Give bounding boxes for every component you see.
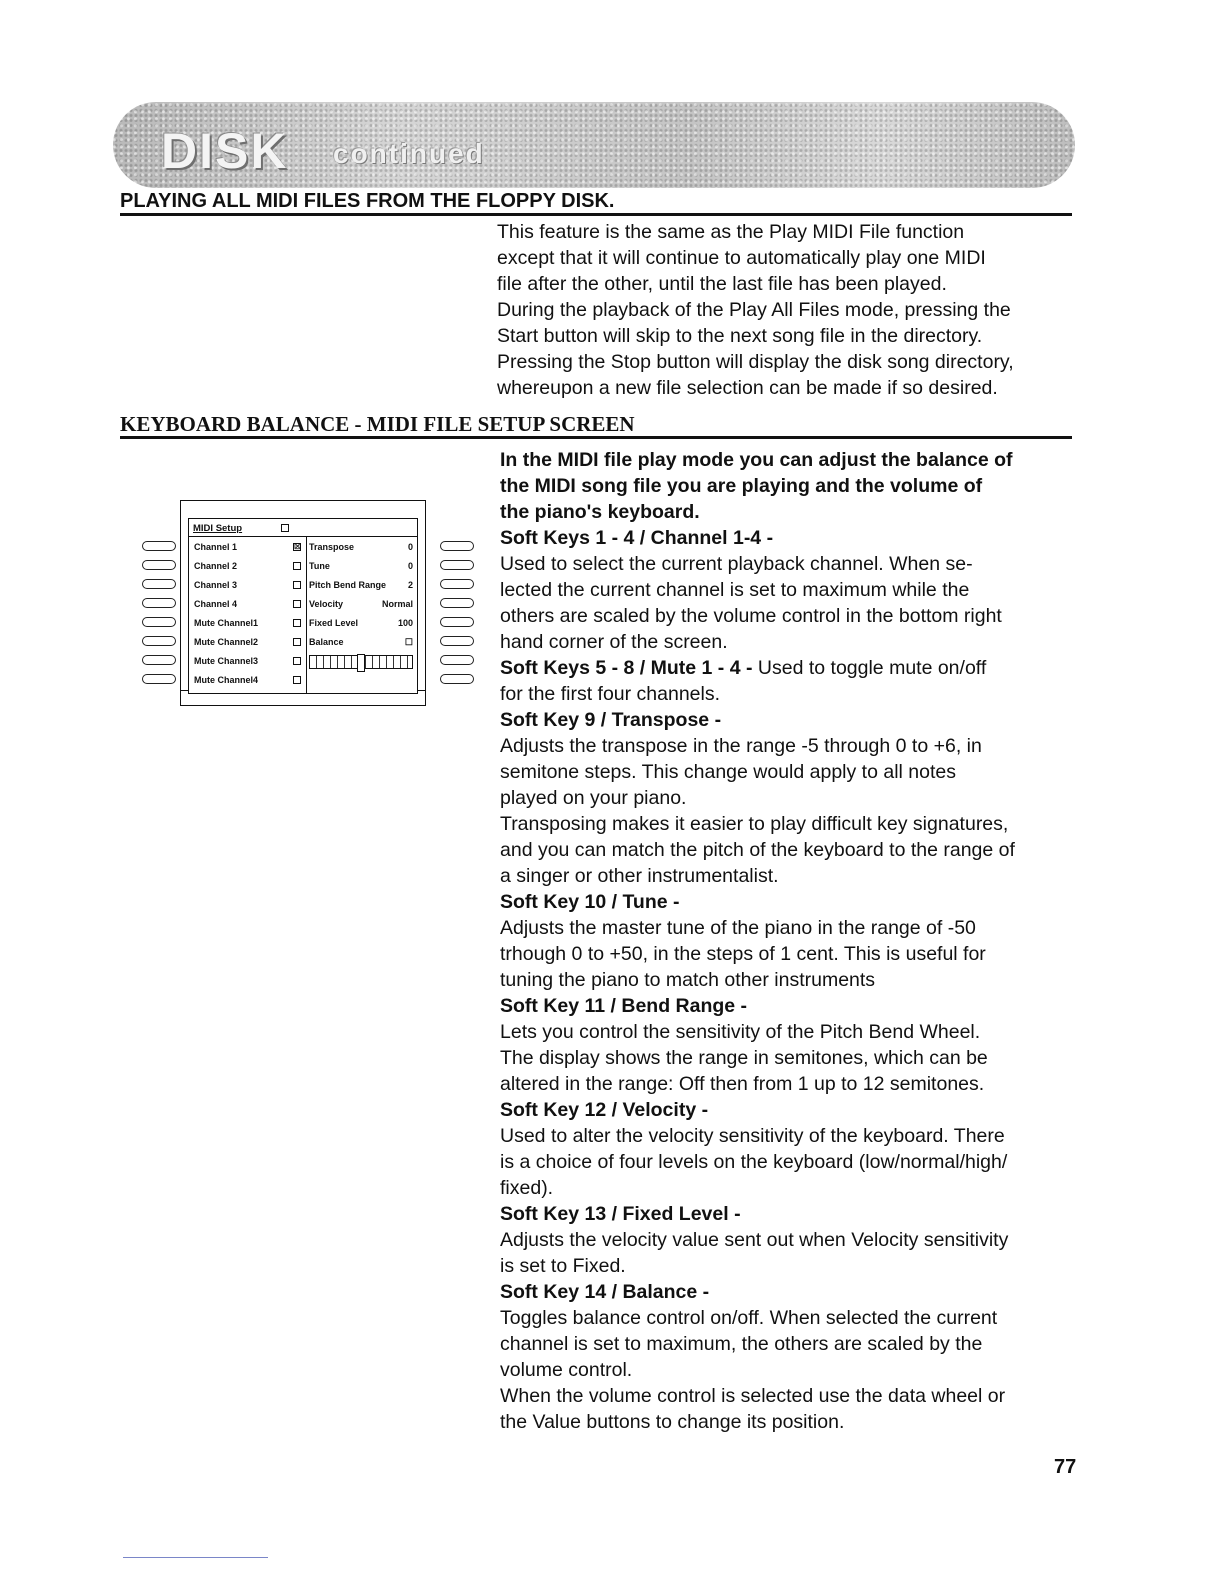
- text-line: hand corner of the screen.: [500, 631, 728, 653]
- text-line: tuning the piano to match other instruments: [500, 969, 876, 991]
- tune-label[interactable]: Tune: [309, 561, 330, 571]
- soft-key-10-heading: Soft Key 10 / Tune -: [500, 891, 680, 913]
- soft-key-14[interactable]: [440, 636, 474, 646]
- intro-line: the MIDI song file you are playing and the volume of: [500, 475, 983, 497]
- text-line: Adjusts the master tune of the piano in the range of -50: [500, 917, 976, 939]
- text-line: Toggles balance control on/off. When selected the current: [500, 1307, 998, 1329]
- soft-key-4[interactable]: [142, 598, 176, 608]
- soft-key-13-heading: Soft Key 13 / Fixed Level -: [500, 1203, 741, 1225]
- fixed-level-value: 100: [397, 618, 413, 628]
- channel-1-label[interactable]: Channel 1: [194, 542, 238, 552]
- screen-row: [189, 614, 417, 633]
- screen-title: MIDI Setup: [193, 523, 243, 534]
- checkbox-icon: [293, 619, 301, 627]
- text-line: fixed).: [500, 1177, 554, 1199]
- text-line: When the volume control is selected use the data wheel or: [500, 1385, 1006, 1407]
- text-line: Pressing the Stop button will display the disk song directory,: [497, 351, 1014, 373]
- soft-key-12-heading: Soft Key 12 / Velocity -: [500, 1099, 709, 1121]
- text-line: The display shows the range in semitones, which can be: [500, 1047, 988, 1069]
- text-line: Used to select the current playback channel. When se-: [500, 553, 973, 575]
- intro-line: the piano's keyboard.: [500, 501, 700, 523]
- screen-row: [189, 576, 417, 595]
- soft-keys-1-4-heading: Soft Keys 1 - 4 / Channel 1-4 -: [500, 527, 774, 549]
- soft-key-11[interactable]: [440, 579, 474, 589]
- soft-key-9-heading: Soft Key 9 / Transpose -: [500, 709, 722, 731]
- soft-keys-5-8-text: Used to toggle mute on/off: [752, 657, 987, 679]
- transpose-label[interactable]: Transpose: [309, 542, 355, 552]
- soft-key-15[interactable]: [440, 655, 474, 665]
- footer-rule: [123, 1557, 268, 1558]
- banner-title: DISK: [161, 123, 289, 179]
- text-line: channel is set to maximum, the others are scaled by the: [500, 1333, 983, 1355]
- text-line: whereupon a new file selection can be made if so desired.: [497, 377, 998, 399]
- text-line: is set to Fixed.: [500, 1255, 626, 1277]
- velocity-label[interactable]: Velocity: [309, 599, 344, 609]
- text-line: played on your piano.: [500, 787, 687, 809]
- text-line: semitone steps. This change would apply to all notes: [500, 761, 956, 783]
- text-line: trhough 0 to +50, in the steps of 1 cent. This is useful for: [500, 943, 986, 965]
- tune-value: 0: [407, 561, 413, 571]
- soft-key-11-heading: Soft Key 11 / Bend Range -: [500, 995, 748, 1017]
- channel-2-label[interactable]: Channel 2: [194, 561, 238, 571]
- soft-key-8[interactable]: [142, 674, 176, 684]
- text-line: and you can match the pitch of the keyboard to the range of: [500, 839, 1015, 861]
- checkbox-icon: ☒: [294, 542, 302, 551]
- text-line: lected the current channel is set to maximum while the: [500, 579, 970, 601]
- soft-key-13[interactable]: [440, 617, 474, 627]
- balance-slider[interactable]: [309, 655, 413, 669]
- screen-row: [189, 652, 417, 671]
- channel-4-label[interactable]: Channel 4: [194, 599, 238, 609]
- mute-channel-3-label[interactable]: Mute Channel3: [194, 656, 259, 666]
- soft-key-5[interactable]: [142, 617, 176, 627]
- text-line: Adjusts the velocity value sent out when Velocity sensitivity: [500, 1229, 1009, 1251]
- section-heading-play-all: PLAYING ALL MIDI FILES FROM THE FLOPPY DISK.: [120, 190, 1072, 216]
- transpose-value: 0: [407, 542, 413, 552]
- text-line: Used to alter the velocity sensitivity of the keyboard. There: [500, 1125, 1005, 1147]
- banner-subtitle: continued: [333, 138, 485, 169]
- checkbox-icon: [293, 657, 301, 665]
- text-line: file after the other, until the last file has been played.: [497, 273, 947, 295]
- mute-channel-1-label[interactable]: Mute Channel1: [194, 618, 259, 628]
- intro-line: In the MIDI file play mode you can adjust the balance of: [500, 449, 1013, 471]
- soft-keys-5-8-line: [500, 655, 1090, 681]
- slider-knob[interactable]: [357, 654, 365, 672]
- checkbox-icon: [293, 562, 301, 570]
- text-line: volume control.: [500, 1359, 633, 1381]
- screen-row: [189, 538, 417, 557]
- text-line: Lets you control the sensitivity of the Pitch Bend Wheel.: [500, 1021, 981, 1043]
- text-line: is a choice of four levels on the keyboard (low/normal/high/: [500, 1151, 1008, 1173]
- text-line: for the first four channels.: [500, 683, 721, 705]
- soft-key-14-heading: Soft Key 14 / Balance -: [500, 1281, 710, 1303]
- text-line: This feature is the same as the Play MIDI File function: [497, 221, 965, 243]
- soft-key-3[interactable]: [142, 579, 176, 589]
- soft-key-16[interactable]: [440, 674, 474, 684]
- text-line: Start button will skip to the next song file in the directory.: [497, 325, 983, 347]
- keyboard-balance-description: [500, 447, 1090, 1435]
- text-line: During the playback of the Play All Files mode, pressing the: [497, 299, 1011, 321]
- checkbox-icon: [293, 581, 301, 589]
- fixed-level-label[interactable]: Fixed Level: [309, 618, 359, 628]
- checkbox-icon: [293, 676, 301, 684]
- soft-key-6[interactable]: [142, 636, 176, 646]
- soft-key-10[interactable]: [440, 560, 474, 570]
- text-line: others are scaled by the volume control in the bottom right: [500, 605, 1002, 627]
- mute-channel-2-label[interactable]: Mute Channel2: [194, 637, 259, 647]
- text-line: a singer or other instrumentalist.: [500, 865, 779, 887]
- page-number: 77: [1054, 1456, 1077, 1478]
- text-line: Adjusts the transpose in the range -5 through 0 to +6, in: [500, 735, 982, 757]
- screen-row: [189, 633, 417, 652]
- soft-keys-5-8-heading: Soft Keys 5 - 8 / Mute 1 - 4 -: [500, 657, 753, 679]
- soft-key-1[interactable]: [142, 541, 176, 551]
- pitch-bend-range-label[interactable]: Pitch Bend Range: [309, 580, 387, 590]
- section-banner: [113, 102, 1075, 188]
- checkbox-icon: [293, 600, 301, 608]
- screen-row: [189, 557, 417, 576]
- text-line: except that it will continue to automatically play one MIDI: [497, 247, 986, 269]
- soft-key-9[interactable]: [440, 541, 474, 551]
- soft-key-12[interactable]: [440, 598, 474, 608]
- screen-row: [189, 595, 417, 614]
- play-all-description: [497, 219, 1082, 401]
- text-line: altered in the range: Off then from 1 up to 12 semitones.: [500, 1073, 985, 1095]
- pitch-bend-range-value: 2: [407, 580, 413, 590]
- balance-label[interactable]: Balance: [309, 637, 344, 647]
- soft-key-2[interactable]: [142, 560, 176, 570]
- mute-channel-4-label[interactable]: Mute Channel4: [194, 675, 259, 685]
- balance-checkbox-icon: ☐: [404, 637, 413, 647]
- text-line: Transposing makes it easier to play difficult key signatures,: [500, 813, 1009, 835]
- text-line: the Value buttons to change its position.: [500, 1411, 845, 1433]
- checkbox-icon: [281, 524, 289, 532]
- screen-divider: [189, 536, 417, 537]
- midi-setup-screen: [188, 518, 418, 694]
- soft-key-7[interactable]: [142, 655, 176, 665]
- velocity-value: Normal: [381, 599, 413, 609]
- channel-3-label[interactable]: Channel 3: [194, 580, 238, 590]
- checkbox-icon: [293, 638, 301, 646]
- section-heading-keyboard-balance: KEYBOARD BALANCE - MIDI FILE SETUP SCREEN: [120, 412, 1072, 439]
- screen-row: [189, 671, 417, 690]
